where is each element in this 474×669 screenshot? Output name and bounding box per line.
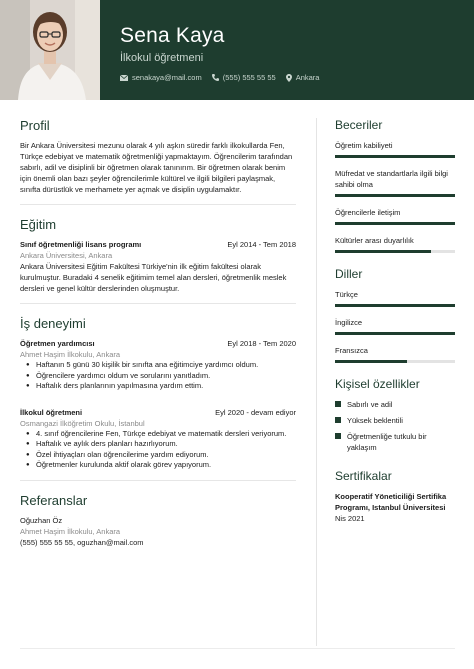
trait-item (335, 431, 455, 453)
traits-section (335, 377, 455, 453)
job-bullet: ● Özel ihtiyaçları olan öğrencilerime yardım ediyorum. (20, 450, 296, 461)
language-level-fill (335, 332, 455, 335)
education-dates: Eyl 2014 - Tem 2018 (227, 240, 296, 249)
language-level-bar (335, 360, 455, 363)
job-bullet: ● Haftanın 5 günü 30 kişilik bir sınıfta ana eğitimciye yardımcı oldum. (20, 360, 296, 371)
skills-section (335, 118, 455, 253)
trait-text: Sabırlı ve adil (347, 400, 393, 409)
section-divider (20, 204, 296, 205)
language-level-fill (335, 304, 455, 307)
job-place: Osmangazi İlköğretim Okulu, İstanbul (20, 418, 145, 428)
candidate-name: Sena Kaya (120, 24, 225, 47)
email-text: senakaya@mail.com (132, 73, 202, 82)
section-divider (20, 303, 296, 304)
trait-text: Yüksek beklentili (347, 416, 403, 425)
square-bullet-icon (335, 401, 341, 407)
certificate-date: Nis 2021 (335, 514, 365, 523)
skill-label: Müfredat ve standartlarla ilgili bilgi sahibi olma (335, 169, 448, 189)
profile-text: Bir Ankara Üniversitesi mezunu olarak 4 yılı aşkın süredir farklı ilkokullarda Fen, Türkçe edebiyat ve matematik öğretmenliği yapmaktayım. Öğrencilerim tarafından sabırlı, adil ve disiplinli bir öğretmen olarak tanınırım. Bir öğretmen olarak benim için önemli olan bazı şeyler öğrencilerimle kültürel ve ilgili bilgileri paylaşmak, sınıfta dürüstlük ve merhamete yer açmak ve disiplin uygulamaktır. (20, 141, 293, 194)
skill-level-bar (335, 155, 455, 158)
job-title: Öğretmen yardımcısı (20, 339, 95, 348)
email-contact[interactable] (120, 73, 202, 82)
section-divider (20, 480, 296, 481)
skill-level-bar (335, 194, 455, 197)
language-label: İngilizce (335, 318, 363, 327)
section-title-traits: Kişisel özellikler (335, 377, 420, 391)
certificates-section (335, 469, 455, 524)
references-section (20, 493, 296, 548)
language-label: Türkçe (335, 290, 358, 299)
languages-section (335, 267, 455, 363)
phone-icon (212, 74, 219, 81)
profile-photo (0, 0, 100, 100)
job-dates: Eyl 2018 - Tem 2020 (227, 339, 296, 348)
skill-level-bar (335, 222, 455, 225)
main-column (20, 118, 296, 548)
section-title-skills: Beceriler (335, 118, 383, 132)
skill-label: Öğretim kabiliyeti (335, 141, 393, 150)
skill-level-fill (335, 194, 455, 197)
section-title-education: Eğitim (20, 217, 57, 232)
section-title-certificates: Sertifikalar (335, 469, 392, 483)
profile-section (20, 118, 296, 195)
school-name: Ankara Üniversitesi, Ankara (20, 251, 113, 260)
trait-item (335, 415, 455, 426)
square-bullet-icon (335, 433, 341, 439)
job-bullet: ● Öğretmenler kurulunda aktif olarak görev yapıyorum. (20, 460, 296, 471)
job-bullet: ● Haftalık ders planlarının yapılmasına yardım ettim. (20, 381, 296, 392)
reference-place: Ahmet Haşim İlkokulu, Ankara (20, 526, 121, 536)
skill-level-fill (335, 222, 455, 225)
location-contact (286, 73, 320, 82)
job-header (20, 407, 296, 418)
degree-title: Sınıf öğretmenliği lisans programı (20, 240, 142, 249)
language-level-fill (335, 360, 407, 363)
skill-level-bar (335, 250, 455, 253)
reference-name: Oğuzhan Öz (20, 515, 63, 525)
education-description: Ankara Üniversitesi Eğitim Fakültesi Türkiye'nin ilk eğitim fakültesi olarak kurulmuştur. Buradaki 4 senelik eğitimim temel alan dersleri, öğretmenlik meslek dersleri ve genel kültür derslerinden oluşmuştur. (20, 262, 287, 293)
section-title-languages: Diller (335, 267, 363, 281)
job-bullets (20, 429, 296, 471)
job-entry (20, 338, 296, 392)
trait-item (335, 399, 455, 410)
sidebar-column (335, 118, 455, 524)
location-pin-icon (286, 74, 292, 82)
job-title: İlkokul öğretmeni (20, 407, 83, 417)
skill-label: Kültürler arası duyarlılık (335, 236, 414, 245)
reference-contact[interactable]: (555) 555 55 55, oguzhan@mail.com (20, 537, 144, 547)
job-bullets (20, 360, 296, 392)
certificate-name: Kooperatif Yöneticiliği Sertifika Programı, Istanbul Üniversitesi (335, 492, 447, 512)
language-level-bar (335, 332, 455, 335)
skill-level-fill (335, 250, 431, 253)
job-bullet: ● Haftalık ve aylık ders planları hazırlıyorum. (20, 439, 296, 450)
phone-text: (555) 555 55 55 (222, 73, 276, 82)
column-divider (316, 118, 317, 646)
job-bullet: ● Öğrencilere yardımcı oldum ve sorularını yanıtladım. (20, 371, 296, 382)
candidate-role: İlkokul öğretmeni (120, 52, 204, 64)
phone-contact[interactable] (212, 73, 276, 82)
section-title-experience: İş deneyimi (20, 316, 86, 331)
language-level-bar (335, 304, 455, 307)
language-label: Fransızca (335, 346, 368, 355)
location-text: Ankara (295, 73, 320, 82)
contact-info (120, 73, 329, 82)
job-header (20, 338, 296, 349)
trait-text: Öğretmenliğe tutkulu bir yaklaşım (347, 432, 427, 452)
skill-label: Öğrencilerle iletişim (335, 208, 401, 217)
job-dates: Eyl 2020 - devam ediyor (215, 407, 296, 417)
skill-level-fill (335, 155, 455, 158)
resume-header (0, 0, 474, 100)
job-bullet: ● 4. sınıf öğrencilerine Fen, Türkçe edebiyat ve matematik dersleri veriyorum. (20, 429, 296, 440)
education-entry-header (20, 239, 296, 250)
experience-section (20, 316, 296, 471)
education-section (20, 217, 296, 294)
email-icon (120, 75, 128, 81)
section-title-profile: Profil (20, 118, 50, 133)
page-bottom-rule (20, 648, 455, 649)
job-entry (20, 407, 296, 471)
section-title-references: Referanslar (20, 492, 88, 508)
job-place: Ahmet Haşim İlkokulu, Ankara (20, 350, 121, 359)
square-bullet-icon (335, 417, 341, 423)
